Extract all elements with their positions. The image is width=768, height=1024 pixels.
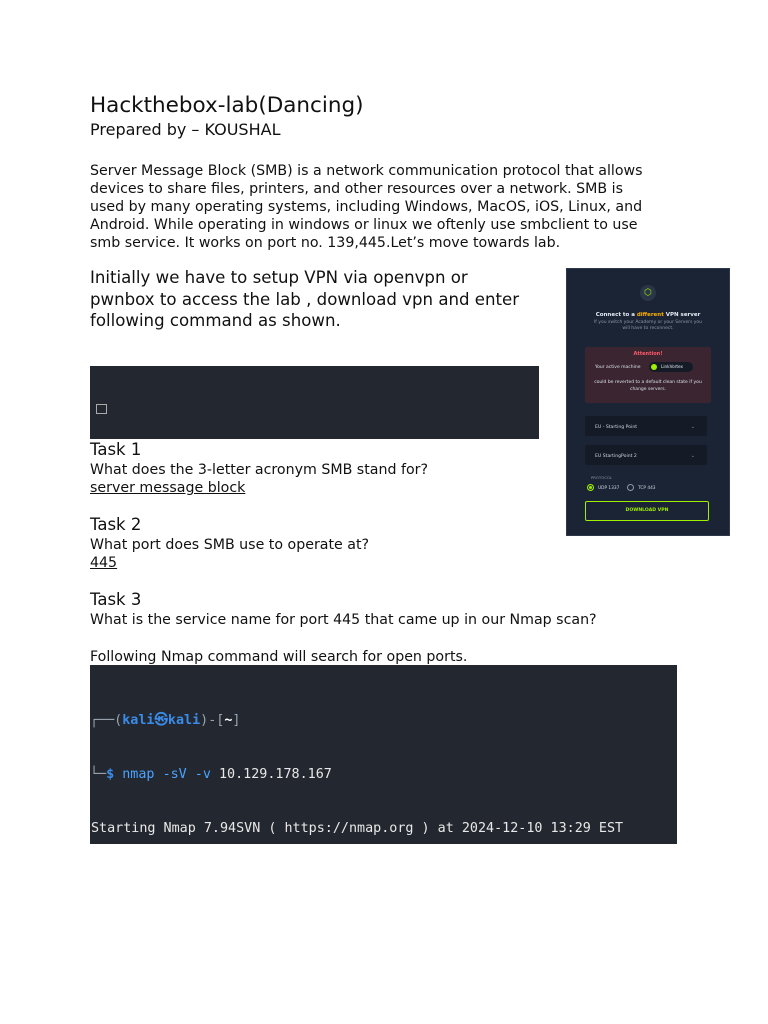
vpn-instruction-line: following command as shown. (90, 311, 341, 330)
nmap-intro-text: Following Nmap command will search for open ports. (90, 649, 468, 665)
vpn-warning-box (585, 347, 711, 403)
intro-line: used by many operating systems, including Windows, MacOS, iOS, Linux, and (90, 199, 643, 215)
prompt-user: kali (122, 713, 155, 728)
task-heading: Task 2 (90, 515, 142, 534)
prompt-dir: ~ (224, 713, 233, 728)
vpn-instructions (90, 267, 560, 332)
task-question: What is the service name for port 445 that came up in our Nmap scan? (90, 612, 597, 628)
command-target: 10.129.178.167 (219, 767, 332, 782)
vpn-panel-screenshot (566, 268, 730, 536)
task-question: What does the 3-letter acronym SMB stand for? (90, 462, 429, 478)
intro-line: Android. While operating in windows or linux we oftenly use smbclient to use (90, 217, 638, 233)
vpn-server-select[interactable] (585, 445, 707, 465)
warning-text: could be reverted to a default clean state if you change servers. (594, 380, 702, 392)
vpn-instruction-line: pwnbox to access the lab , download vpn and enter (90, 289, 520, 309)
htb-logo-icon: ⬡ (640, 285, 656, 301)
warning-text: Your active machine (595, 365, 641, 370)
page-title: Hackthebox-lab(Dancing) (90, 93, 364, 118)
command-flags: -sV -v (162, 767, 211, 782)
download-vpn-button[interactable]: DOWNLOAD VPN (585, 501, 709, 521)
vpn-instruction-line: Initially we have to setup VPN via openvpn or (90, 268, 468, 287)
vpn-panel-subtext: If you switch your Academy or your Servers you will have to reconnect. (593, 320, 703, 331)
protocol-udp-radio[interactable]: UDP 1337 (587, 484, 619, 491)
author-line: Prepared by – KOUSHAL (90, 120, 281, 139)
intro-paragraph (90, 162, 690, 252)
task-answer: server message block (90, 480, 246, 496)
vpn-access-value: EU - Starting Point (595, 425, 638, 430)
terminal-output-line: Starting Nmap 7.94SVN ( https://nmap.org ) at 2024-12-10 13:29 EST (91, 821, 624, 836)
active-machine-badge: LinkVortex (649, 362, 693, 372)
vpn-access-select[interactable] (585, 416, 707, 436)
intro-line: smb service. It works on port no. 139,445.Let’s move towards lab. (90, 235, 561, 251)
chevron-down-icon: ⌄ (690, 453, 695, 459)
terminal-icon (96, 404, 107, 414)
task-answer: 445 (90, 555, 118, 571)
task-heading: Task 3 (90, 590, 142, 609)
prompt-at-symbol: ㉿ (154, 713, 168, 728)
task-heading: Task 1 (90, 440, 142, 459)
chevron-down-icon: ⌄ (690, 424, 695, 430)
vpn-panel-heading: Connect to a different VPN server (595, 312, 701, 318)
openvpn-terminal-screenshot (90, 366, 539, 439)
intro-line: devices to share files, printers, and other resources over a network. SMB is (90, 181, 624, 197)
prompt-host: kali (167, 713, 201, 728)
protocol-label: PROTOCOL (591, 475, 612, 480)
intro-line: Server Message Block (SMB) is a network communication protocol that allows (90, 163, 643, 179)
vpn-server-value: EU StartingPoint 2 (595, 454, 637, 459)
task-question: What port does SMB use to operate at? (90, 537, 370, 553)
nmap-terminal-screenshot: ┌──(kali㉿kali)-[~] └─$ nmap -sV -v 10.129.178.167 Starting Nmap 7.94SVN ( https://nmap.org ) at 2024-12-10 13:29 EST (90, 665, 677, 844)
warning-title: Attention! (633, 351, 663, 357)
command-nmap: nmap (122, 767, 155, 782)
protocol-tcp-radio[interactable]: TCP 443 (627, 484, 656, 491)
